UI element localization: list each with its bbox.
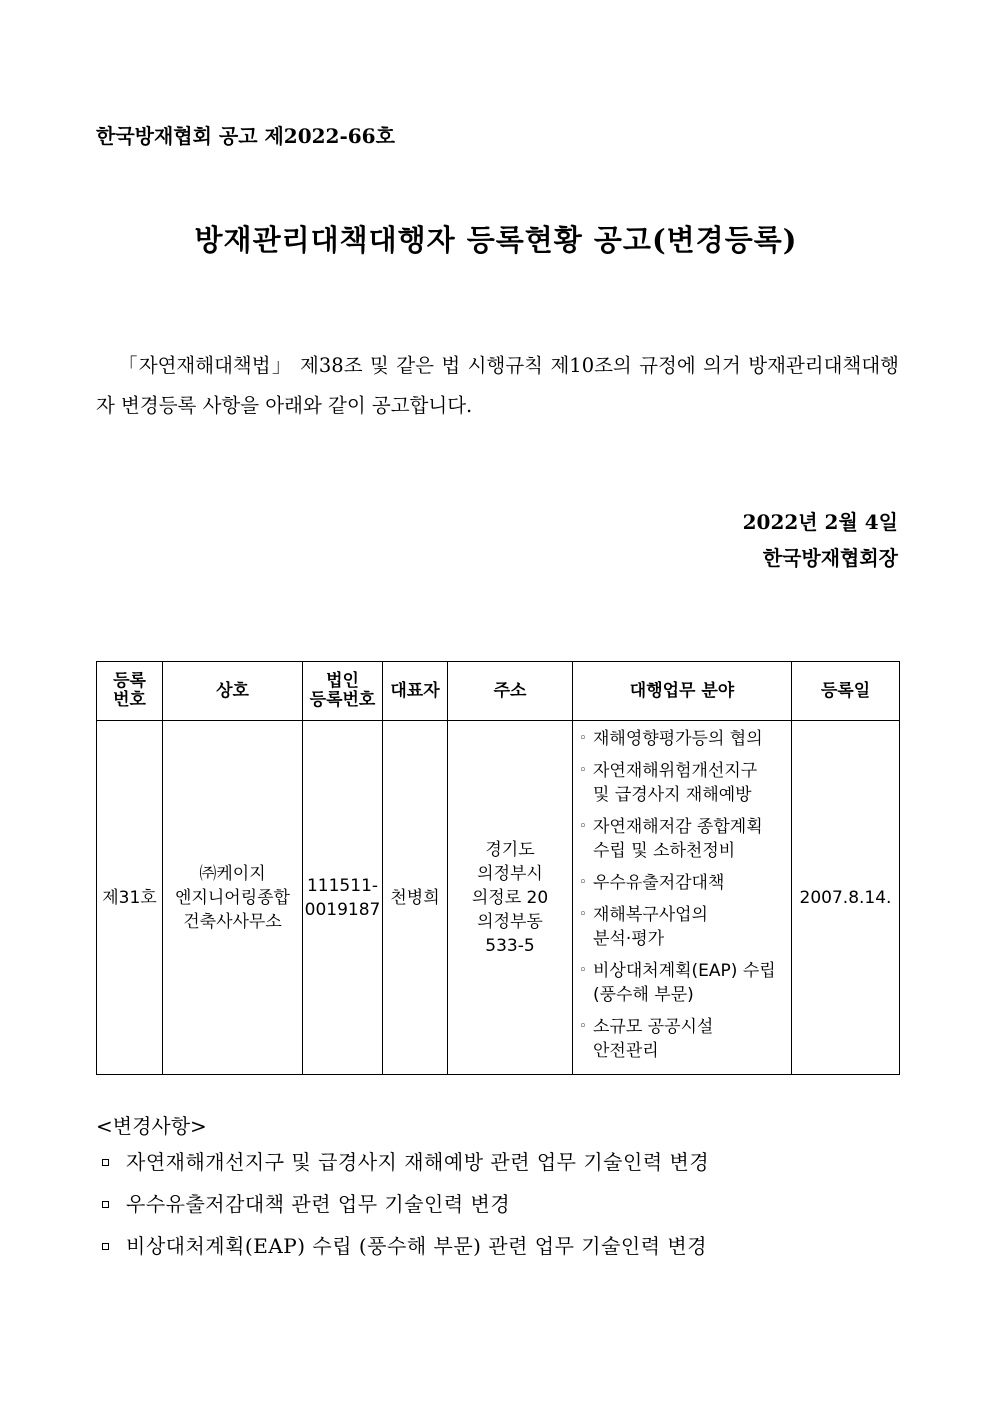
header-reg-no (97, 662, 163, 721)
field-line2: 분석·평가 (593, 929, 665, 949)
field-line2: 수립 및 소하천정비 (593, 841, 736, 861)
cell-fields (573, 721, 792, 1075)
document-title: 방재관리대책대행자 등록현황 공고(변경등록) (194, 223, 798, 257)
field-line1: 비상대처계획(EAP) 수립 (593, 961, 776, 981)
square-bullet-icon (102, 1243, 109, 1250)
address-line3: 의정로 20 (471, 887, 549, 908)
field-line1: 자연재해위험개선지구 (593, 761, 758, 781)
field-line2: (풍수해 부문) (593, 985, 694, 1005)
signer-name: 한국방재협회장 (762, 546, 898, 570)
body-paragraph: 「자연재해대책법」 제38조 및 같은 법 시행규칙 제10조의 규정에 의거 방재관리대책대행자 변경등록 사항을 아래와 같이 공고합니다. (96, 354, 899, 417)
cell-reg-date: 2007.8.14. (792, 721, 900, 1075)
list-item (579, 1015, 791, 1063)
cell-reg-no: 제31호 (97, 721, 163, 1075)
list-item (579, 871, 791, 895)
company-line3: 건축사사무소 (183, 911, 282, 932)
list-item (96, 1230, 916, 1272)
list-item (579, 815, 791, 863)
list-item (579, 759, 791, 807)
field-line2: 및 급경사지 재해예방 (593, 785, 752, 805)
field-line1: 자연재해저감 종합계획 (593, 817, 763, 837)
field-line2: 안전관리 (593, 1041, 659, 1061)
cell-representative: 천병희 (383, 721, 448, 1075)
square-bullet-icon (102, 1159, 109, 1166)
field-line1: 재해복구사업의 (593, 905, 708, 925)
bullet-icon: ◦ (579, 907, 587, 922)
square-bullet-icon (102, 1201, 109, 1208)
field-line1: 우수유출저감대책 (593, 873, 725, 893)
header-corp-no (303, 662, 383, 721)
registration-table (96, 661, 900, 1075)
header-corp-no-line2: 등록번호 (309, 690, 376, 710)
header-reg-date: 등록일 (792, 662, 900, 721)
change-text: 자연재해개선지구 및 급경사지 재해예방 관련 업무 기술인력 변경 (126, 1150, 710, 1174)
list-item (579, 903, 791, 951)
change-text: 비상대처계획(EAP) 수립 (풍수해 부문) 관련 업무 기술인력 변경 (126, 1234, 708, 1258)
cell-address (448, 721, 573, 1075)
corp-no-line2: 0019187 (304, 899, 381, 920)
list-item (96, 1146, 916, 1188)
list-item (96, 1188, 916, 1230)
address-line4: 의정부동 (477, 911, 543, 932)
bullet-icon: ◦ (579, 963, 587, 978)
notice-number: 한국방재협회 공고 제2022-66호 (96, 124, 395, 148)
header-address: 주소 (448, 662, 573, 721)
header-fields: 대행업무 분야 (573, 662, 792, 721)
change-text: 우수유출저감대책 관련 업무 기술인력 변경 (126, 1192, 511, 1216)
company-line1: ㈜케이지 (199, 863, 266, 884)
cell-corp-no (303, 721, 383, 1075)
header-company: 상호 (163, 662, 303, 721)
changes-title: <변경사항> (96, 1114, 207, 1138)
bullet-icon: ◦ (579, 875, 587, 890)
notice-date: 2022년 2월 4일 (742, 510, 898, 534)
list-item (579, 959, 791, 1007)
address-line2: 의정부시 (477, 863, 543, 884)
bullet-icon: ◦ (579, 1019, 587, 1034)
field-line1: 소규모 공공시설 (593, 1017, 714, 1037)
header-reg-no-line1: 등록 (113, 671, 146, 691)
bullet-icon: ◦ (579, 819, 587, 834)
bullet-icon: ◦ (579, 763, 587, 778)
changes-list (96, 1146, 916, 1272)
address-line5: 533-5 (485, 935, 535, 956)
header-reg-no-line2: 번호 (113, 690, 146, 710)
field-line1: 재해영향평가등의 협의 (593, 729, 763, 749)
table-header-row (97, 662, 900, 721)
header-corp-no-line1: 법인 (326, 671, 359, 691)
address-line1: 경기도 (485, 839, 535, 860)
header-representative: 대표자 (383, 662, 448, 721)
list-item (579, 727, 791, 751)
table-row (97, 721, 900, 1075)
bullet-icon: ◦ (579, 731, 587, 746)
company-line2: 엔지니어링종합 (175, 887, 290, 908)
cell-company (163, 721, 303, 1075)
corp-no-line1: 111511- (306, 875, 379, 896)
